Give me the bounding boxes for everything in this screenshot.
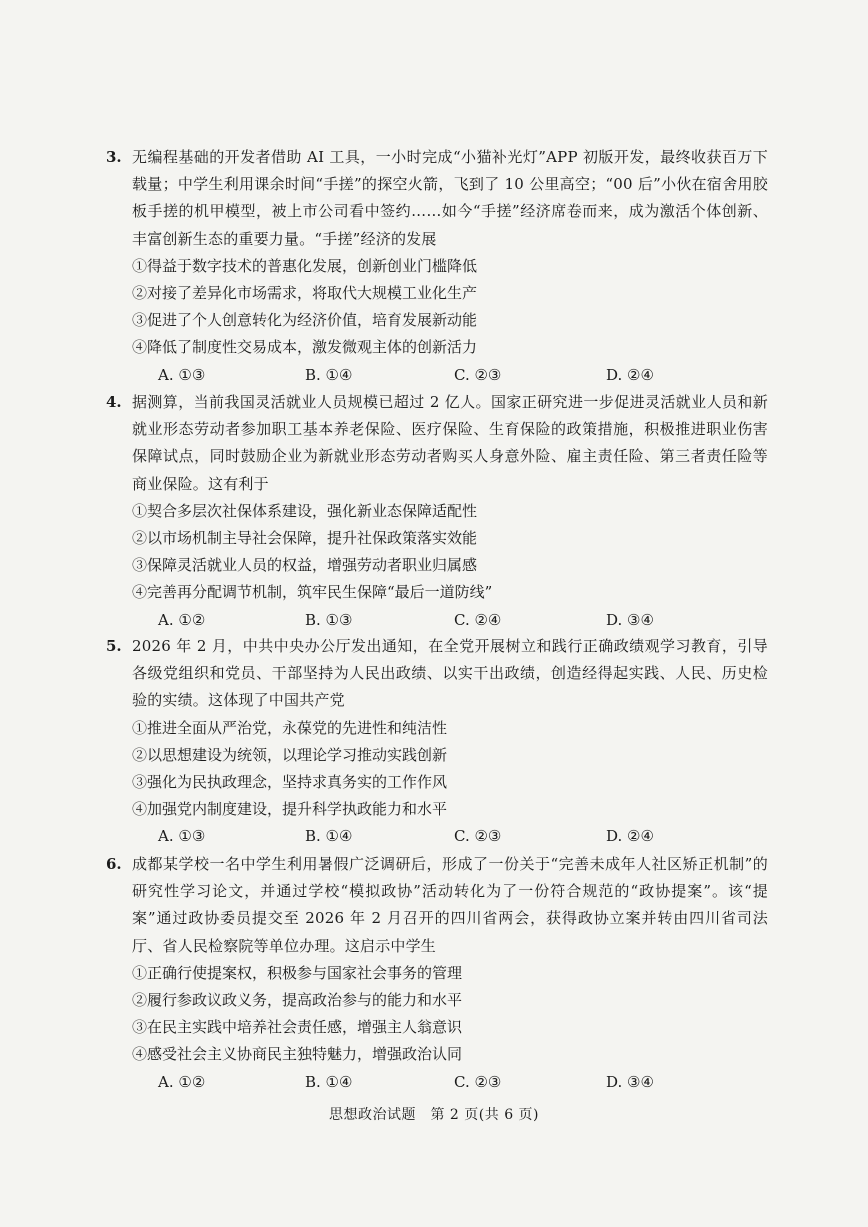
statement-2: ②以思想建设为统领，以理论学习推动实践创新 [132, 745, 448, 764]
answer-c: C. ②④ [454, 610, 502, 629]
answer-c: C. ②③ [454, 1072, 502, 1091]
answer-a: A. ①③ [158, 365, 206, 384]
question-number: 5. [106, 637, 122, 655]
question-stem: 据测算，当前我国灵活就业人员规模已超过 2 亿人。国家正研究进一步促进灵活就业人员和新就业形态劳动者参加职工基本养老保险、医疗保险、生育保险的政策措施，积极推进职业伤害保障试点，同时鼓励企业为新就业形态劳动者购买人身意外险、雇主责任险、第三者责任险等商业保险。这有利于 [132, 393, 768, 493]
question-number: 3. [106, 148, 122, 166]
answer-c: C. ②③ [454, 365, 502, 384]
statement-4: ④完善再分配调节机制，筑牢民生保障“最后一道防线” [132, 583, 493, 602]
question-stem: 2026 年 2 月，中共中央办公厅发出通知，在全党开展树立和践行正确政绩观学习教育，引导各级党组织和党员、干部坚持为人民出政绩、以实干出政绩，创造经得起实践、人民、历史检验的实绩。这体现了中国共产党 [132, 637, 768, 710]
question-3 [106, 144, 768, 389]
statement-2: ②履行参政议政义务，提高政治参与的能力和水平 [132, 991, 463, 1010]
answer-b: B. ①④ [305, 365, 353, 384]
answer-d: D. ②④ [606, 365, 654, 384]
answer-a: A. ①③ [158, 827, 206, 846]
answer-d: D. ③④ [606, 1072, 654, 1091]
statement-1: ①契合多层次社保体系建设，强化新业态保障适配性 [132, 501, 478, 520]
question-4 [106, 389, 768, 634]
question-6 [106, 851, 768, 1096]
page-footer: 思想政治试题 第 2 页(共 6 页) [328, 1107, 540, 1123]
question-stem: 无编程基础的开发者借助 AI 工具，一小时完成“小猫补光灯”APP 初版开发，最终收获百万下载量；中学生利用课余时间“手搓”的探空火箭，飞到了 10 公里高空；“00 后”小伙在宿舍用胶板手搓的机甲模型，被上市公司看中签约……如今“手搓”经济席卷而来，成为激活个体创新、丰富创新生态的重要力量。“手搓”经济的发展 [132, 148, 768, 248]
statement-3: ③促进了个人创意转化为经济价值，培育发展新动能 [132, 311, 478, 330]
statement-1: ①正确行使提案权，积极参与国家社会事务的管理 [132, 963, 463, 982]
statement-2: ②对接了差异化市场需求，将取代大规模工业化生产 [132, 284, 478, 303]
question-stem: 成都某学校一名中学生利用暑假广泛调研后，形成了一份关于“完善未成年人社区矫正机制”的研究性学习论文，并通过学校“模拟政协”活动转化为了一份符合规范的“政协提案”。该“提案”通过政协委员提交至 2026 年 2 月召开的四川省两会，获得政协立案并转由四川省司法厅、省人民检察院等单位办理。这启示中学生 [132, 855, 768, 955]
answer-b: B. ①④ [305, 1072, 353, 1091]
statement-1: ①推进全面从严治党，永葆党的先进性和纯洁性 [132, 718, 448, 737]
statement-4: ④加强党内制度建设，提升科学执政能力和水平 [132, 800, 448, 819]
question-number: 6. [106, 855, 122, 873]
answer-a: A. ①② [158, 1072, 206, 1091]
statement-4: ④降低了制度性交易成本，激发微观主体的创新活力 [132, 338, 478, 357]
statement-1: ①得益于数字技术的普惠化发展，创新创业门槛降低 [132, 256, 478, 275]
statement-4: ④感受社会主义协商民主独特魅力，增强政治认同 [132, 1045, 463, 1064]
statement-3: ③强化为民执政理念，坚持求真务实的工作作风 [132, 773, 448, 792]
answer-c: C. ②③ [454, 827, 502, 846]
answer-b: B. ①④ [305, 827, 353, 846]
answer-choices [132, 1069, 768, 1096]
answer-choices [132, 607, 768, 634]
answer-b: B. ①③ [305, 610, 353, 629]
question-number: 4. [106, 393, 122, 411]
answer-a: A. ①② [158, 610, 206, 629]
statement-3: ③在民主实践中培养社会责任感，增强主人翁意识 [132, 1018, 463, 1037]
answer-d: D. ③④ [606, 610, 654, 629]
question-5 [106, 633, 768, 851]
answer-d: D. ②④ [606, 827, 654, 846]
statement-3: ③保障灵活就业人员的权益，增强劳动者职业归属感 [132, 556, 478, 575]
answer-choices [132, 823, 768, 850]
statement-2: ②以市场机制主导社会保障，提升社保政策落实效能 [132, 529, 478, 548]
answer-choices [132, 362, 768, 389]
